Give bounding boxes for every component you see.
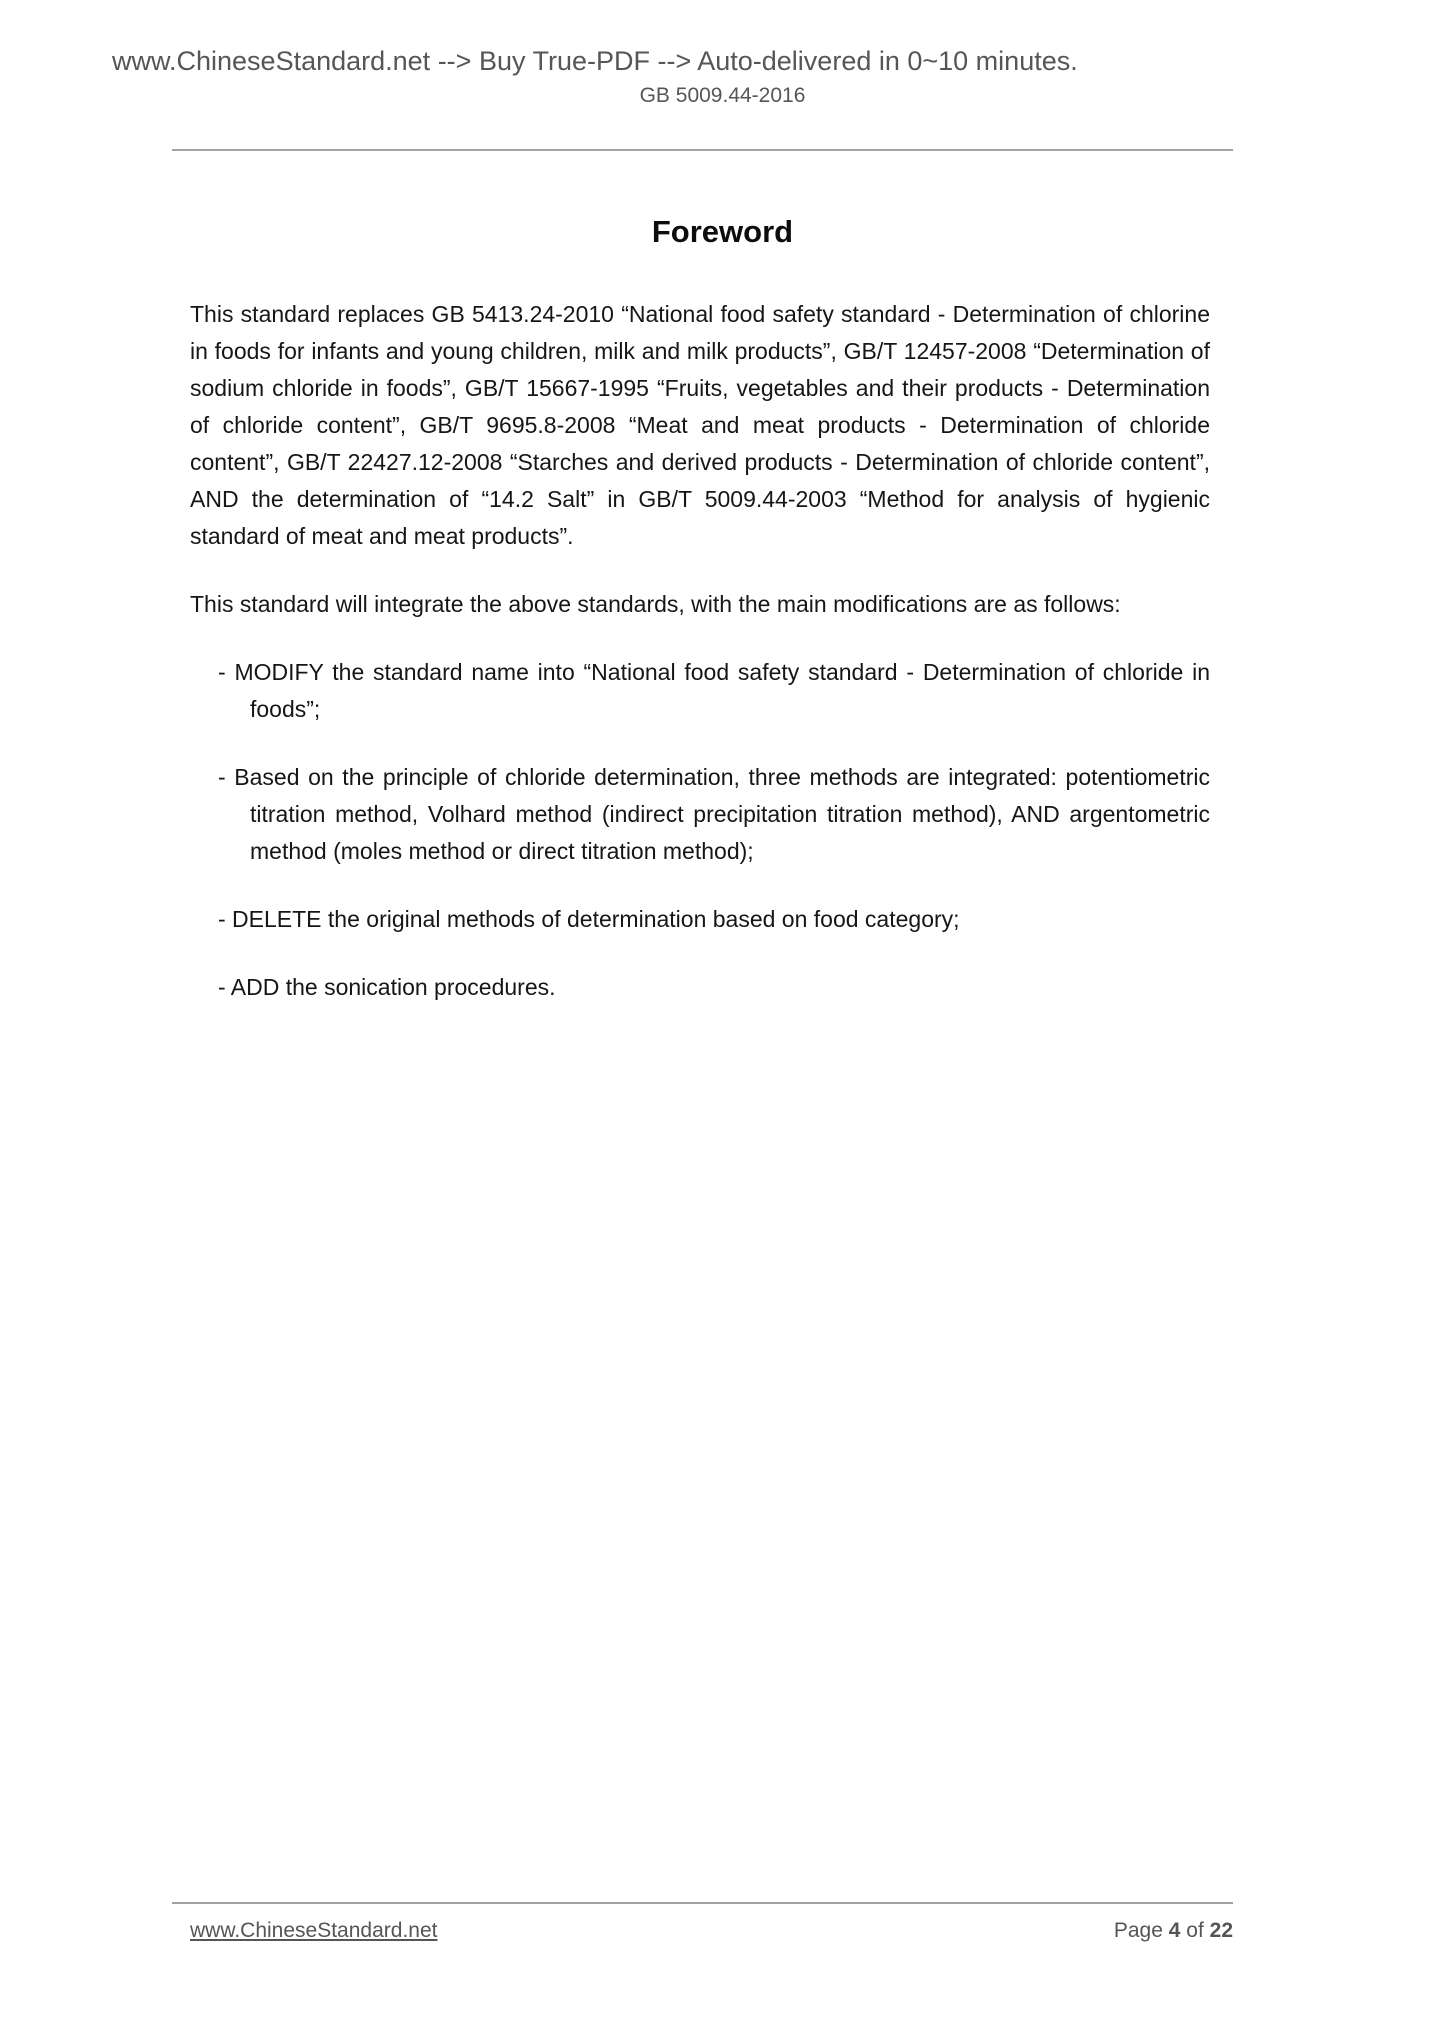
- page-indicator-label: Page: [1113, 1919, 1163, 1942]
- page-indicator-of: of: [1186, 1919, 1204, 1942]
- header-divider: [172, 149, 1233, 151]
- list-item-modify: - MODIFY the standard name into “National food safety standard - Determination of chloride in foods”;: [218, 659, 1210, 722]
- modification-list: [190, 654, 1210, 1006]
- document-body: [190, 296, 1210, 1006]
- list-item-methods: - Based on the principle of chloride determination, three methods are integrated: potentiometric titration method, Volhard method (indirect precipitation titration method), AND argentometric method (moles method or direct titration method);: [218, 764, 1210, 864]
- page-footer: [0, 1902, 1445, 1943]
- paragraph-replaces-standards: This standard replaces GB 5413.24-2010 “National food safety standard - Determination of chlorine in foods for infants and young children, milk and milk products”, GB/T 12457-2008 “Determination of sodium chloride in foods”, GB/T 15667-1995 “Fruits, vegetables and their products - Determination of chloride content”, GB/T 9695.8-2008 “Meat and meat products - Determination of chloride content”, GB/T 22427.12-2008 “Starches and derived products - Determination of chloride content”, AND the determination of “14.2 Salt” in GB/T 5009.44-2003 “Method for analysis of hygienic standard of meat and meat products”.: [190, 301, 1210, 549]
- page-indicator-total: 22: [1209, 1919, 1233, 1942]
- header-promo-text: www.ChineseStandard.net --> Buy True-PDF --> Auto-delivered in 0~10 minutes.: [112, 46, 1078, 76]
- list-item-add: - ADD the sonication procedures.: [218, 974, 556, 1000]
- footer-site-link[interactable]: www.ChineseStandard.net: [190, 1919, 438, 1942]
- page-header: [0, 44, 1445, 151]
- list-item-delete: - DELETE the original methods of determination based on food category;: [218, 906, 960, 932]
- page-indicator: [1114, 1919, 1233, 1943]
- page-title: Foreword: [651, 214, 794, 249]
- paragraph-integrate-intro: This standard will integrate the above standards, with the main modifications are as follows:: [190, 591, 1121, 617]
- header-doc-number: GB 5009.44-2016: [639, 84, 806, 107]
- page-indicator-number: 4: [1168, 1919, 1181, 1942]
